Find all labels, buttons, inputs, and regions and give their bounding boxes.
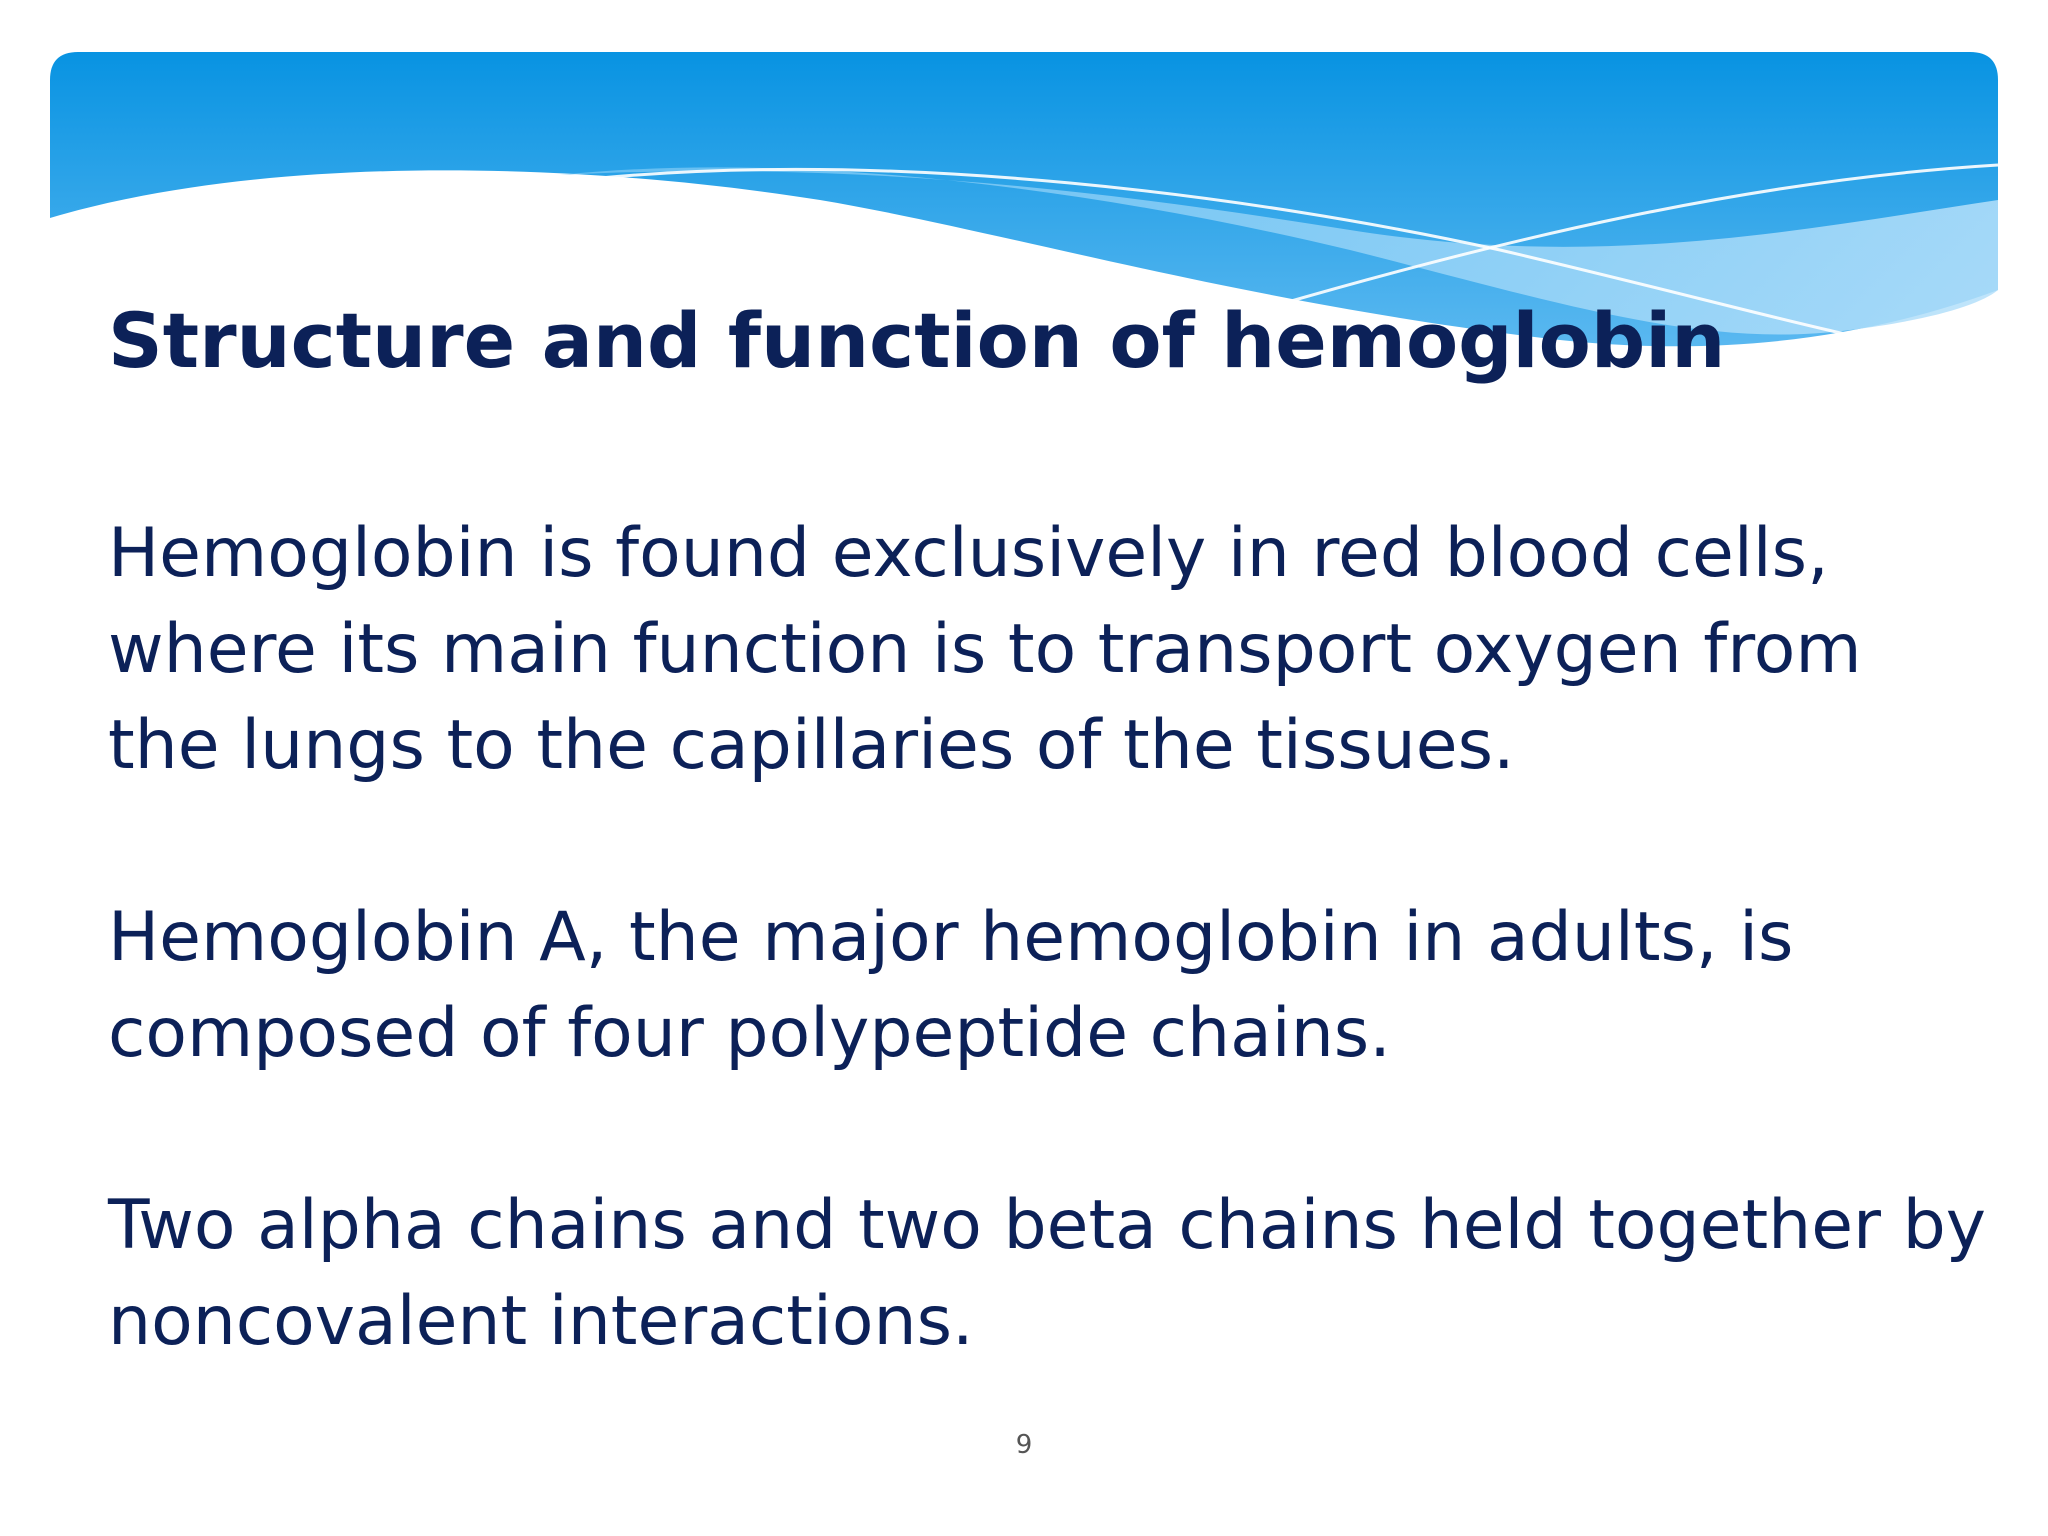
paragraph-hemoglobin-function: Hemoglobin is found exclusively in red blood cells, where its main function is to transport oxygen from the lungs to the capillaries of the tissues.: [108, 514, 1862, 785]
slide-title: Structure and function of hemoglobin: [108, 296, 1726, 385]
paragraph-chains: Two alpha chains and two beta chains held together by noncovalent interactions.: [108, 1186, 1987, 1361]
page-number: 9: [1015, 1430, 1033, 1460]
paragraph-hemoglobin-a: Hemoglobin A, the major hemoglobin in adults, is composed of four polypeptide chains.: [108, 898, 1794, 1073]
